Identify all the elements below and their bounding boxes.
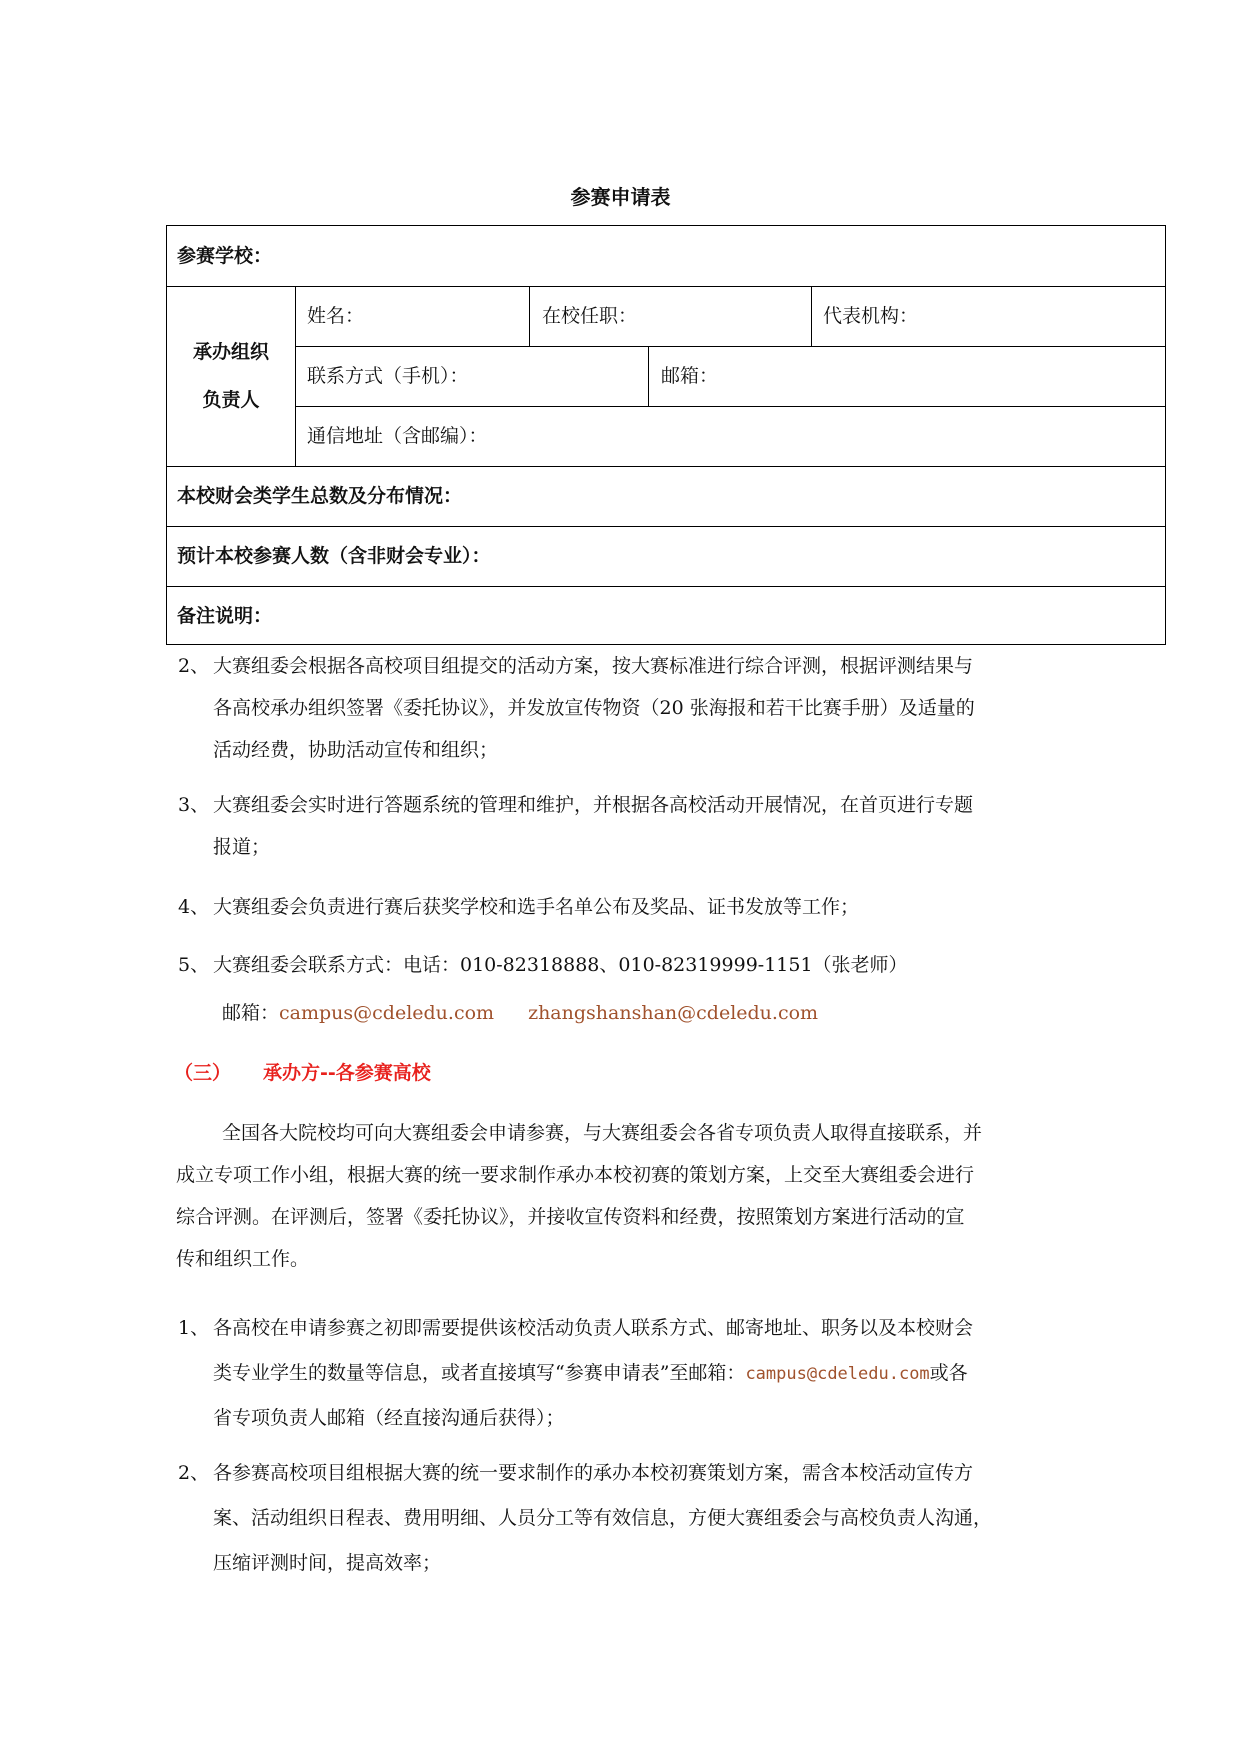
- intro-line: 传和组织工作。: [176, 1248, 310, 1270]
- name-label: 姓名：: [307, 305, 365, 327]
- list-item-line: 大赛组委会联系方式：电话：010-82318888、010-82319999-1151（张老师）: [213, 954, 908, 976]
- form-divider: [167, 466, 1165, 467]
- contact-email-1[interactable]: campus@cdeledu.com: [279, 1002, 495, 1024]
- organizer-label-line2: 负责人: [202, 389, 260, 411]
- intro-line: 全国各大院校均可向大赛组委会申请参赛，与大赛组委会各省专项负责人取得直接联系，并: [222, 1122, 983, 1144]
- list-item-number: 2、: [178, 655, 210, 677]
- list-item-number: 3、: [178, 794, 210, 816]
- section-title: 承办方--各参赛高校: [263, 1062, 431, 1084]
- list-item-line: 各高校承办组织签署《委托协议》，并发放宣传物资（20 张海报和若干比赛手册）及适量的: [213, 697, 975, 719]
- contact-email-line: [222, 992, 818, 1034]
- list-item-number: 2、: [178, 1462, 210, 1484]
- section-number: （三）: [174, 1062, 232, 1084]
- form-divider: [295, 346, 1165, 347]
- org-label: 代表机构：: [823, 305, 919, 327]
- address-label: 通信地址（含邮编）：: [307, 425, 488, 447]
- list-item-text: 或各: [929, 1362, 968, 1384]
- form-divider: [295, 406, 1165, 407]
- application-form: [166, 225, 1166, 645]
- form-divider: [648, 346, 649, 406]
- form-divider: [811, 286, 812, 346]
- list-item-line: 案、活动组织日程表、费用明细、人员分工等有效信息，方便大赛组委会与高校负责人沟通，: [213, 1507, 993, 1529]
- list-item-line: 各高校在申请参赛之初即需要提供该校活动负责人联系方式、邮寄地址、职务以及本校财会: [213, 1317, 974, 1339]
- form-divider: [529, 286, 530, 346]
- organizer-label-line1: 承办组织: [192, 341, 269, 363]
- list-item-number: 1、: [178, 1317, 210, 1339]
- students-label: 本校财会类学生总数及分布情况：: [177, 485, 463, 507]
- school-label: 参赛学校：: [177, 245, 273, 267]
- position-label: 在校任职：: [542, 305, 638, 327]
- form-divider: [167, 586, 1165, 587]
- form-divider: [167, 526, 1165, 527]
- list-item-line: 报道；: [213, 836, 271, 858]
- list-item-line: 各参赛高校项目组根据大赛的统一要求制作的承办本校初赛策划方案，需含本校活动宣传方: [213, 1462, 974, 1484]
- list-item-line: 大赛组委会负责进行赛后获奖学校和选手名单公布及奖品、证书发放等工作；: [213, 896, 860, 918]
- email-label: 邮箱：: [661, 365, 719, 387]
- contact-email-2[interactable]: zhangshanshan@cdeledu.com: [528, 1002, 819, 1024]
- intro-line: 综合评测。在评测后，签署《委托协议》，并接收宣传资料和经费，按照策划方案进行活动的宣: [176, 1206, 965, 1228]
- contact-email-label: 邮箱：: [222, 1002, 280, 1024]
- form-divider: [295, 286, 296, 466]
- list-item-line: 省专项负责人邮箱（经直接沟通后获得）；: [213, 1407, 565, 1429]
- list-item-number: 5、: [178, 954, 210, 976]
- form-title: 参赛申请表: [570, 185, 671, 209]
- list-item-number: 4、: [178, 896, 210, 918]
- list-item-line: 活动经费，协助活动宣传和组织；: [213, 739, 499, 761]
- list-item-line: 大赛组委会实时进行答题系统的管理和维护，并根据各高校活动开展情况，在首页进行专题: [213, 794, 974, 816]
- remarks-label: 备注说明：: [177, 605, 273, 627]
- participants-label: 预计本校参赛人数（含非财会专业）：: [177, 545, 491, 567]
- list-item-line: 压缩评测时间，提高效率；: [213, 1552, 442, 1574]
- list-item-line: [213, 1352, 968, 1395]
- list-item-line: 大赛组委会根据各高校项目组提交的活动方案，按大赛标准进行综合评测，根据评测结果与: [213, 655, 974, 677]
- list-item-text: 类专业学生的数量等信息，或者直接填写“参赛申请表”至邮箱：: [213, 1362, 746, 1384]
- form-divider: [167, 286, 1165, 287]
- phone-label: 联系方式（手机）：: [307, 365, 469, 387]
- intro-line: 成立专项工作小组，根据大赛的统一要求制作承办本校初赛的策划方案，上交至大赛组委会进行: [176, 1164, 975, 1186]
- list-item-email[interactable]: campus@cdeledu.com: [745, 1364, 930, 1384]
